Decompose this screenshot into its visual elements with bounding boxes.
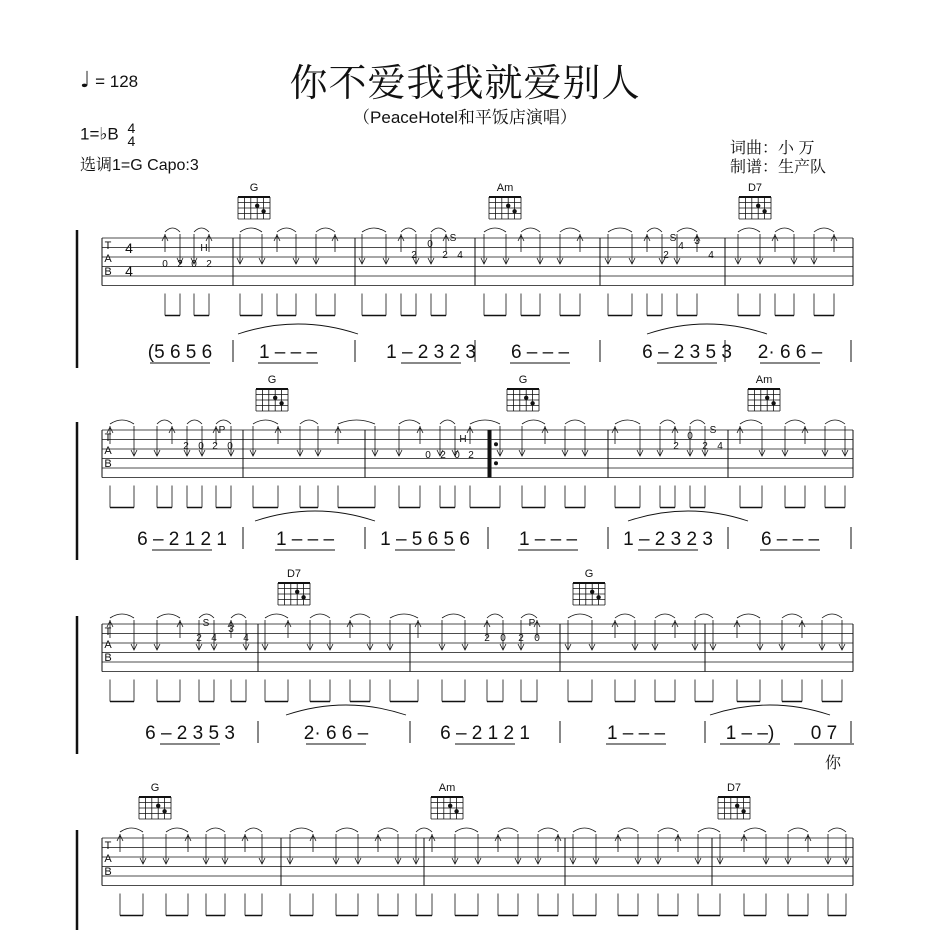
- chord-name: G: [249, 182, 259, 194]
- fret-number: H: [459, 434, 467, 445]
- chord-dot: [765, 396, 769, 400]
- notation-measure: 1 – 5 6 5 6: [380, 529, 470, 550]
- tie-arc: [390, 614, 418, 618]
- credit-lyrics: 词曲：小 万: [730, 140, 815, 157]
- song-subtitle: （PeaceHotel和平饭店演唱）: [353, 108, 577, 127]
- slur-arc: [286, 705, 406, 715]
- notation-measure: 0 7: [810, 723, 838, 744]
- chord-dot: [454, 809, 458, 813]
- notation-measure: 6 – – –: [760, 529, 820, 550]
- chord-dot: [506, 204, 510, 208]
- chord-dot: [261, 209, 265, 213]
- tie-arc: [608, 228, 632, 232]
- tie-arc: [310, 614, 330, 618]
- lyric-text: 你: [824, 755, 842, 772]
- slur-arc: [255, 511, 375, 521]
- tie-arc: [253, 420, 278, 424]
- tie-arc: [194, 228, 209, 232]
- tie-arc: [677, 228, 697, 232]
- tab-clef-letter: B: [104, 266, 112, 278]
- chord-dot: [512, 209, 516, 213]
- tab-clef-letter: A: [104, 639, 112, 651]
- fret-number: S: [669, 233, 677, 244]
- time-sig-bottom: 4: [127, 133, 136, 149]
- fret-number: S: [709, 425, 717, 436]
- tie-arc: [658, 828, 678, 832]
- notation-measure: 6 – 2 1 2 1: [137, 529, 227, 550]
- tie-arc: [568, 614, 592, 618]
- tie-arc: [110, 614, 134, 618]
- tie-arc: [498, 828, 518, 832]
- fret-number: 2: [442, 250, 448, 261]
- tab-time-sig: 4: [125, 240, 133, 256]
- chord-dot: [295, 590, 299, 594]
- fret-number: 0: [425, 450, 431, 461]
- tie-arc: [245, 828, 262, 832]
- tie-arc: [573, 828, 596, 832]
- fret-number: 4: [717, 441, 723, 452]
- fret-number: 2: [212, 441, 218, 452]
- chord-dot: [596, 595, 600, 599]
- chord-dot: [771, 401, 775, 405]
- song-title: 你不爱我我就爱别人: [289, 61, 641, 105]
- tie-arc: [775, 228, 794, 232]
- fret-number: 0: [534, 633, 540, 644]
- fret-number: 2: [518, 633, 524, 644]
- chord-name: G: [584, 568, 594, 580]
- fret-number: 0: [454, 450, 460, 461]
- time-sig-top: 4: [127, 120, 136, 136]
- tie-arc: [615, 614, 635, 618]
- fret-number: 2: [484, 633, 490, 644]
- tab-clef-letter: A: [104, 445, 112, 457]
- tab-clef-letter: B: [104, 652, 112, 664]
- chord-dot: [156, 804, 160, 808]
- notation-measure: 1 – – –: [606, 723, 666, 744]
- fret-number: 0: [162, 259, 168, 270]
- tie-arc: [277, 228, 296, 232]
- tie-arc: [615, 420, 640, 424]
- tie-arc: [157, 420, 172, 424]
- tie-arc: [300, 420, 318, 424]
- fret-number: 0: [687, 431, 693, 442]
- tab-clef-letter: T: [104, 626, 112, 638]
- tab-clef-letter: B: [104, 458, 112, 470]
- chord-name: D7: [747, 182, 763, 194]
- tie-arc: [522, 420, 545, 424]
- tie-arc: [378, 828, 398, 832]
- fret-number: 4: [457, 250, 463, 261]
- chord-dot: [448, 804, 452, 808]
- tie-arc: [440, 420, 455, 424]
- tie-arc: [487, 614, 503, 618]
- tie-arc: [695, 614, 713, 618]
- tie-arc: [698, 828, 720, 832]
- tie-arc: [521, 228, 540, 232]
- repeat-dot: [494, 442, 498, 446]
- tie-arc: [785, 420, 805, 424]
- notation-measure: (5 6 5 6: [147, 342, 213, 363]
- notation-measure: 1 – –): [725, 723, 775, 744]
- notation-measure: 1 – 2 3 2 3: [386, 342, 476, 363]
- fret-number: 4: [708, 250, 714, 261]
- chord-dot: [301, 595, 305, 599]
- fret-number: 4: [211, 633, 217, 644]
- fret-number: 0: [227, 441, 233, 452]
- tie-arc: [737, 614, 760, 618]
- tie-arc: [565, 420, 585, 424]
- notation-measure: 1 – 2 3 2 3: [623, 529, 713, 550]
- fret-number: 2: [177, 259, 183, 270]
- chord-dot: [255, 204, 259, 208]
- fret-number: 0: [198, 441, 204, 452]
- chord-name: Am: [496, 182, 514, 194]
- slur-arc: [628, 511, 748, 521]
- chord-dot: [756, 204, 760, 208]
- tie-arc: [120, 828, 143, 832]
- tie-arc: [825, 420, 845, 424]
- chord-name: G: [518, 374, 528, 386]
- tie-arc: [618, 828, 638, 832]
- tie-arc: [350, 614, 370, 618]
- chord-dot: [762, 209, 766, 213]
- tab-clef-letter: T: [104, 240, 112, 252]
- tie-arc: [828, 828, 846, 832]
- slur-arc: [710, 705, 830, 715]
- key-label: 1=♭B: [80, 124, 119, 144]
- tie-arc: [442, 614, 465, 618]
- quarter-note-icon: ♩: [80, 68, 91, 93]
- fret-number: 2: [468, 450, 474, 461]
- chord-dot: [735, 804, 739, 808]
- tie-arc: [362, 228, 386, 232]
- tie-arc: [290, 828, 313, 832]
- fret-number: P: [528, 618, 536, 629]
- tie-arc: [157, 614, 180, 618]
- repeat-dot: [494, 461, 498, 465]
- tab-clef-letter: T: [104, 432, 112, 444]
- tie-arc: [690, 420, 705, 424]
- tab-clef-letter: A: [104, 853, 112, 865]
- tie-arc: [338, 420, 375, 424]
- chord-dot: [162, 809, 166, 813]
- tie-arc: [187, 420, 202, 424]
- tab-time-sig: 4: [125, 263, 133, 279]
- chord-name: Am: [755, 374, 773, 386]
- tie-arc: [660, 420, 675, 424]
- fret-number: 4: [678, 241, 684, 252]
- fret-number: S: [202, 618, 210, 629]
- tie-arc: [416, 828, 432, 832]
- tie-arc: [240, 228, 262, 232]
- tab-clef-letter: T: [104, 840, 112, 852]
- tie-arc: [336, 828, 358, 832]
- tie-arc: [431, 228, 446, 232]
- chord-name: G: [150, 782, 160, 794]
- chord-dot: [741, 809, 745, 813]
- chord-dot: [590, 590, 594, 594]
- notation-measure: 6 – – –: [510, 342, 570, 363]
- tie-arc: [814, 228, 834, 232]
- tie-arc: [401, 228, 416, 232]
- tie-arc: [484, 228, 506, 232]
- tie-arc: [216, 420, 231, 424]
- slur-arc: [238, 324, 358, 334]
- fret-number: H: [200, 243, 208, 254]
- tie-arc: [206, 828, 225, 832]
- tie-arc: [538, 828, 558, 832]
- credit-tab: 制谱：生产队: [730, 159, 827, 176]
- tie-arc: [822, 614, 842, 618]
- fret-number: 0: [500, 633, 506, 644]
- tie-arc: [788, 828, 808, 832]
- chord-dot: [279, 401, 283, 405]
- notation-measure: 6 – 2 3 5 3: [642, 342, 732, 363]
- notation-measure: 1 – – –: [518, 529, 578, 550]
- chord-dot: [524, 396, 528, 400]
- tie-arc: [740, 420, 762, 424]
- fret-number: P: [218, 425, 226, 436]
- tie-arc: [110, 420, 134, 424]
- tuning-info: 选调1=G Capo:3: [80, 157, 199, 174]
- tie-arc: [560, 228, 580, 232]
- fret-number: 2: [673, 441, 679, 452]
- notation-measure: 6 – 2 1 2 1: [440, 723, 530, 744]
- fret-number: 0: [191, 259, 197, 270]
- fret-number: 3: [694, 236, 700, 247]
- tie-arc: [316, 228, 335, 232]
- tie-arc: [231, 614, 246, 618]
- chord-dot: [273, 396, 277, 400]
- tie-arc: [647, 228, 662, 232]
- tie-arc: [165, 228, 180, 232]
- fret-number: 3: [228, 624, 234, 635]
- fret-number: 2: [206, 259, 212, 270]
- tie-arc: [655, 614, 675, 618]
- fret-number: 2: [196, 633, 202, 644]
- tie-arc: [399, 420, 420, 424]
- notation-measure: 2· 6 6 –: [757, 342, 823, 363]
- fret-number: 0: [427, 239, 433, 250]
- tie-arc: [455, 828, 478, 832]
- fret-number: 2: [183, 441, 189, 452]
- tie-arc: [265, 614, 288, 618]
- tempo-value: = 128: [95, 72, 139, 91]
- tie-arc: [470, 420, 500, 424]
- tie-arc: [744, 828, 766, 832]
- tie-arc: [166, 828, 188, 832]
- notation-measure: 2· 6 6 –: [303, 723, 369, 744]
- fret-number: 2: [440, 450, 446, 461]
- fret-number: 2: [663, 250, 669, 261]
- tab-clef-letter: B: [104, 866, 112, 878]
- tie-arc: [782, 614, 802, 618]
- tab-clef-letter: A: [104, 253, 112, 265]
- notation-measure: 1 – – –: [275, 529, 335, 550]
- tie-arc: [738, 228, 760, 232]
- chord-name: D7: [286, 568, 302, 580]
- fret-number: 2: [702, 441, 708, 452]
- fret-number: 4: [243, 633, 249, 644]
- chord-name: D7: [726, 782, 742, 794]
- chord-name: G: [267, 374, 277, 386]
- chord-dot: [530, 401, 534, 405]
- chord-name: Am: [438, 782, 456, 794]
- notation-measure: 1 – – –: [258, 342, 318, 363]
- slur-arc: [647, 324, 767, 334]
- fret-number: S: [449, 233, 457, 244]
- fret-number: 2: [411, 250, 417, 261]
- notation-measure: 6 – 2 3 5 3: [145, 723, 235, 744]
